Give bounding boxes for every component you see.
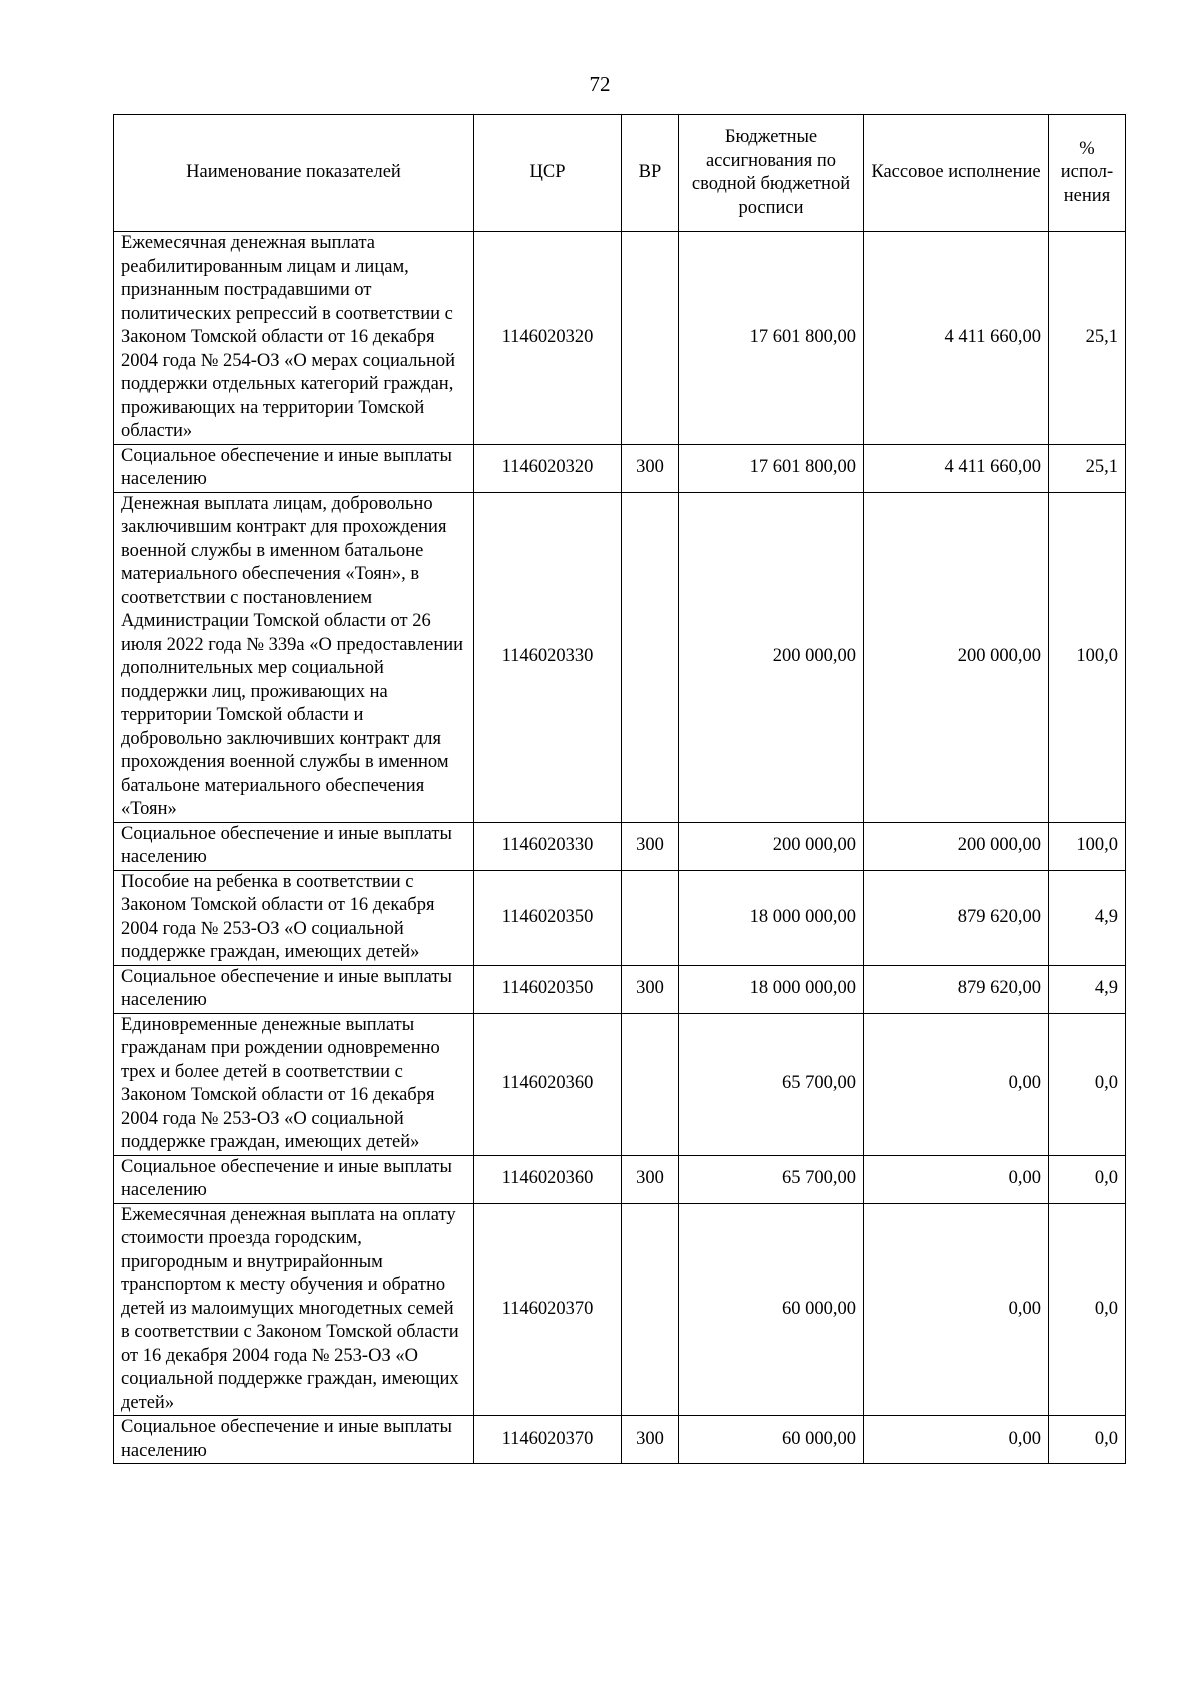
row-name: Единовременные денежные выплаты гражданам при рождении одновременно трех и более детей в соответствии с Законом Томской области от 16 декабря 2004 года № 253-ОЗ «О социальной поддержке граждан, имеющих детей» — [114, 1013, 474, 1155]
table-row — [114, 492, 1126, 822]
row-budget: 65 700,00 — [679, 1155, 864, 1203]
row-cash: 200 000,00 — [864, 492, 1049, 822]
row-pct: 0,0 — [1049, 1203, 1126, 1416]
row-name: Ежемесячная денежная выплата на оплату стоимости проезда городским, пригородным и внутрирайонным транспортом к месту обучения и обратно детей из малоимущих многодетных семей в соответствии с Законом Томской области от 16 декабря 2004 года № 253-ОЗ «О социальной поддержке граждан, имеющих детей» — [114, 1203, 474, 1416]
row-csr: 1146020370 — [474, 1203, 622, 1416]
row-pct: 4,9 — [1049, 870, 1126, 965]
table-row — [114, 965, 1126, 1013]
row-vr: 300 — [622, 1416, 679, 1464]
row-csr: 1146020360 — [474, 1155, 622, 1203]
row-cash: 0,00 — [864, 1416, 1049, 1464]
row-vr — [622, 870, 679, 965]
page-number: 72 — [589, 72, 611, 96]
row-cash: 0,00 — [864, 1013, 1049, 1155]
row-pct: 0,0 — [1049, 1013, 1126, 1155]
table-row — [114, 822, 1126, 870]
row-budget: 18 000 000,00 — [679, 965, 864, 1013]
row-pct: 0,0 — [1049, 1155, 1126, 1203]
row-vr: 300 — [622, 444, 679, 492]
row-name: Денежная выплата лицам, добровольно заключившим контракт для прохождения военной службы в именном батальоне материального обеспечения «Тоян», в соответствии с постановлением Администрации Томской области от 26 июля 2022 года № 339а «О предоставлении дополнительных мер социальной поддержки лиц, проживающих на территории Томской области и добровольно заключивших контракт для прохождения военной службы в именном батальоне материального обеспечения «Тоян» — [114, 492, 474, 822]
header-name: Наименование показателей — [114, 115, 474, 232]
row-vr: 300 — [622, 1155, 679, 1203]
row-vr: 300 — [622, 822, 679, 870]
row-budget: 18 000 000,00 — [679, 870, 864, 965]
row-pct: 25,1 — [1049, 444, 1126, 492]
row-vr — [622, 1203, 679, 1416]
row-cash: 879 620,00 — [864, 870, 1049, 965]
row-pct: 100,0 — [1049, 492, 1126, 822]
row-cash: 4 411 660,00 — [864, 444, 1049, 492]
row-vr — [622, 1013, 679, 1155]
table-row — [114, 444, 1126, 492]
row-cash: 879 620,00 — [864, 965, 1049, 1013]
table-header-row — [114, 115, 1126, 232]
row-cash: 0,00 — [864, 1203, 1049, 1416]
row-cash: 200 000,00 — [864, 822, 1049, 870]
row-csr: 1146020350 — [474, 965, 622, 1013]
table-row — [114, 1203, 1126, 1416]
header-csr: ЦСР — [474, 115, 622, 232]
row-pct: 0,0 — [1049, 1416, 1126, 1464]
budget-execution-table — [113, 114, 1126, 1464]
row-vr — [622, 492, 679, 822]
row-pct: 100,0 — [1049, 822, 1126, 870]
header-vr: ВР — [622, 115, 679, 232]
row-csr: 1146020320 — [474, 444, 622, 492]
row-budget: 60 000,00 — [679, 1203, 864, 1416]
row-csr: 1146020330 — [474, 822, 622, 870]
row-name: Социальное обеспечение и иные выплаты населению — [114, 822, 474, 870]
row-pct: 25,1 — [1049, 232, 1126, 445]
row-name: Ежемесячная денежная выплата реабилитированным лицам и лицам, признанным пострадавшими от политических репрессий в соответствии с Законом Томской области от 16 декабря 2004 года № 254-ОЗ «О мерах социальной поддержки отдельных категорий граждан, проживающих на территории Томской области» — [114, 232, 474, 445]
row-vr: 300 — [622, 965, 679, 1013]
table-row — [114, 232, 1126, 445]
row-csr: 1146020370 — [474, 1416, 622, 1464]
header-cash: Кассовое исполнение — [864, 115, 1049, 232]
row-csr: 1146020350 — [474, 870, 622, 965]
row-budget: 17 601 800,00 — [679, 232, 864, 445]
row-pct: 4,9 — [1049, 965, 1126, 1013]
header-pct: % испол-нения — [1049, 115, 1126, 232]
table-row — [114, 870, 1126, 965]
table-row — [114, 1155, 1126, 1203]
row-vr — [622, 232, 679, 445]
row-cash: 4 411 660,00 — [864, 232, 1049, 445]
row-name: Социальное обеспечение и иные выплаты населению — [114, 1155, 474, 1203]
row-csr: 1146020360 — [474, 1013, 622, 1155]
row-budget: 17 601 800,00 — [679, 444, 864, 492]
table-row — [114, 1416, 1126, 1464]
row-csr: 1146020330 — [474, 492, 622, 822]
row-budget: 200 000,00 — [679, 822, 864, 870]
header-budget: Бюджетные ассигнования по сводной бюджетной росписи — [679, 115, 864, 232]
table-row — [114, 1013, 1126, 1155]
row-csr: 1146020320 — [474, 232, 622, 445]
row-budget: 200 000,00 — [679, 492, 864, 822]
row-name: Социальное обеспечение и иные выплаты населению — [114, 444, 474, 492]
row-cash: 0,00 — [864, 1155, 1049, 1203]
row-name: Социальное обеспечение и иные выплаты населению — [114, 965, 474, 1013]
row-budget: 60 000,00 — [679, 1416, 864, 1464]
row-name: Социальное обеспечение и иные выплаты населению — [114, 1416, 474, 1464]
row-budget: 65 700,00 — [679, 1013, 864, 1155]
row-name: Пособие на ребенка в соответствии с Законом Томской области от 16 декабря 2004 года № 253-ОЗ «О социальной поддержке граждан, имеющих детей» — [114, 870, 474, 965]
